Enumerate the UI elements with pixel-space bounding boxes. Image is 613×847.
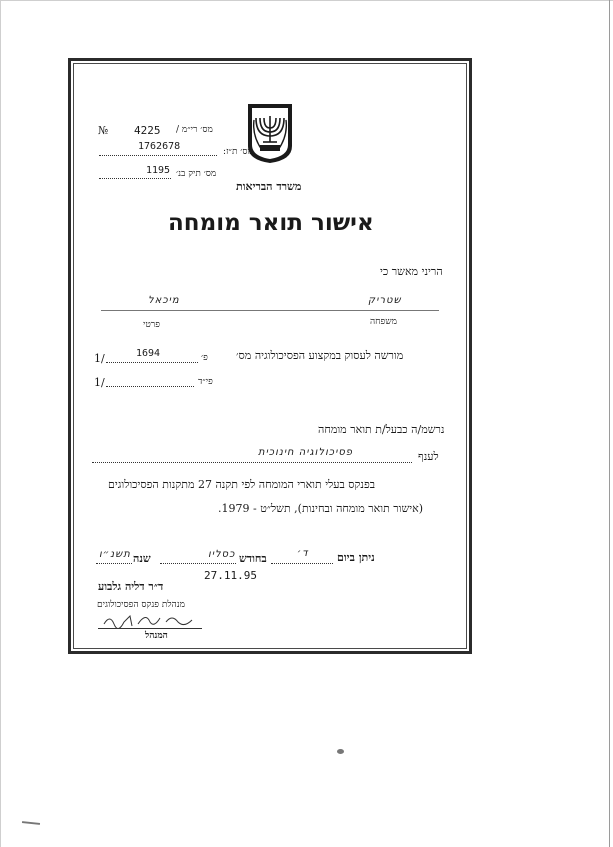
id-number-label: מס׳ ת״ז: [223, 147, 253, 157]
month-label: בחודש [239, 552, 267, 565]
signatory-role: מנהלת פנקס הפסיכולוגים [97, 600, 185, 610]
scan-speck [337, 749, 344, 754]
license-page-line [106, 362, 198, 363]
field-value: פסיכולוגיה חינוכית [258, 447, 354, 458]
registration-line-3: בפנקס בעלי תוארי המומחה לפי תקנה 27 מתקנות הפסיכולוגים [108, 478, 376, 491]
registration-line-1: נרשמ/ה כבעל/ת תואר מומחה [318, 423, 445, 436]
signatory-name: ד״ר דליה גלבוע [98, 580, 164, 593]
registration-line [106, 386, 194, 387]
year-value: תשנ״ו [99, 549, 131, 560]
day-value: ד׳ [297, 548, 309, 559]
name-line [101, 310, 439, 311]
first-name-label: פרטי [143, 320, 160, 330]
license-page-value: 1694 [136, 348, 161, 359]
license-number-label: מס׳ רי״מ / [176, 125, 213, 135]
document-title: אישור תואר מומחה [168, 210, 374, 236]
id-number-value: 1762678 [138, 141, 181, 152]
signature-line [98, 628, 202, 629]
registration-label: פי״ד [198, 377, 213, 387]
signatory-title: המנהל [145, 631, 168, 641]
intro-text: הריני מאשר כי [380, 265, 443, 278]
slash-marker: 1/ [94, 376, 105, 389]
year-label: שנה [133, 552, 151, 565]
page-edge [0, 0, 613, 1]
field-line [92, 462, 412, 463]
file-number-label: מס׳ תיק בנ׳ [176, 169, 217, 179]
ministry-name: משרד הבריאות [236, 180, 302, 193]
state-emblem-icon [246, 102, 294, 164]
year-line [96, 563, 132, 564]
registration-line-4: (אישור תואר מומחה ובחינות), תשל״ט - 1979. [218, 502, 424, 515]
gregorian-date: 27.11.95 [204, 569, 257, 582]
handwritten-signature [100, 610, 200, 630]
file-number-value: 1195 [146, 165, 171, 176]
license-text: מורשה לעסוק במקצוע הפסיכולוגיה מס׳ [236, 349, 404, 362]
month-line [160, 563, 236, 564]
field-label: לענף [418, 450, 439, 463]
first-name-value: מיכאל [148, 295, 180, 306]
slash-marker: 1/ [94, 352, 105, 365]
license-number-value: 4225 [134, 124, 161, 137]
day-line [271, 563, 333, 564]
given-on-label: ניתן ביום [337, 551, 375, 564]
scan-speck [22, 821, 40, 825]
surname-label: משפחה [370, 317, 397, 327]
surname-value: שטריק [368, 295, 402, 306]
id-number-line [99, 155, 217, 156]
page-edge [609, 0, 610, 847]
month-value: כסליו [208, 549, 236, 560]
file-number-line [99, 178, 171, 179]
license-page-label: פ׳ [201, 353, 208, 363]
number-symbol: № [98, 124, 109, 137]
page-edge [0, 0, 1, 847]
